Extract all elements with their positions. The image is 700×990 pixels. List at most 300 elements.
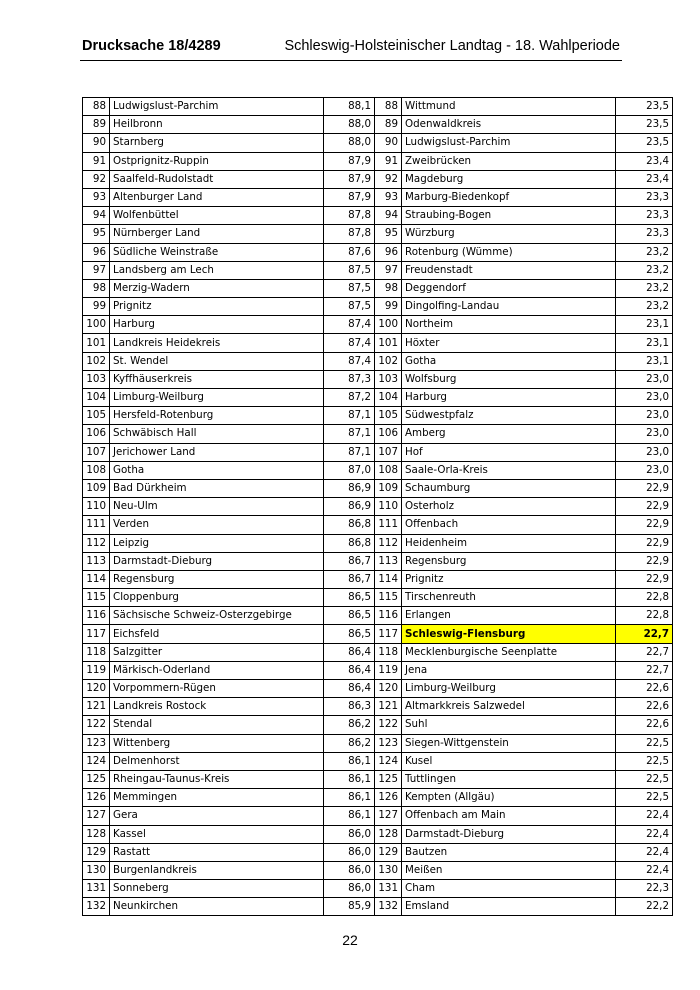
table-row — [83, 861, 673, 879]
left-rank-cell: 98 — [83, 279, 110, 297]
left-name-cell: Heilbronn — [110, 116, 324, 134]
left-value-cell: 86,0 — [324, 825, 375, 843]
left-rank-cell: 101 — [83, 334, 110, 352]
right-name-cell: Limburg-Weilburg — [402, 680, 616, 698]
table-row — [83, 716, 673, 734]
right-rank-cell: 120 — [375, 680, 402, 698]
left-value-cell: 87,0 — [324, 461, 375, 479]
right-rank-cell: 105 — [375, 407, 402, 425]
left-value-cell: 87,9 — [324, 152, 375, 170]
left-name-cell: Bad Dürkheim — [110, 479, 324, 497]
left-rank-cell: 97 — [83, 261, 110, 279]
right-value-cell: 23,0 — [616, 425, 673, 443]
left-rank-cell: 89 — [83, 116, 110, 134]
page-header — [82, 38, 620, 58]
right-value-cell: 22,2 — [616, 898, 673, 916]
right-value-cell: 23,5 — [616, 134, 673, 152]
left-rank-cell: 123 — [83, 734, 110, 752]
right-rank-cell: 102 — [375, 352, 402, 370]
right-rank-cell: 96 — [375, 243, 402, 261]
table-row — [83, 807, 673, 825]
left-name-cell: Südliche Weinstraße — [110, 243, 324, 261]
left-rank-cell: 131 — [83, 880, 110, 898]
left-value-cell: 86,9 — [324, 498, 375, 516]
right-rank-cell: 89 — [375, 116, 402, 134]
right-rank-cell: 128 — [375, 825, 402, 843]
left-value-cell: 87,4 — [324, 352, 375, 370]
right-name-cell: Erlangen — [402, 607, 616, 625]
left-value-cell: 88,1 — [324, 98, 375, 116]
document-number: Drucksache 18/4289 — [82, 38, 221, 54]
right-rank-cell: 92 — [375, 170, 402, 188]
left-value-cell: 86,4 — [324, 643, 375, 661]
right-name-cell: Kusel — [402, 752, 616, 770]
right-rank-cell: 101 — [375, 334, 402, 352]
right-name-cell: Marburg-Biedenkopf — [402, 188, 616, 206]
left-rank-cell: 108 — [83, 461, 110, 479]
right-rank-cell: 130 — [375, 861, 402, 879]
right-value-cell: 23,2 — [616, 243, 673, 261]
right-value-cell: 22,6 — [616, 716, 673, 734]
left-value-cell: 87,9 — [324, 170, 375, 188]
right-value-cell: 23,0 — [616, 389, 673, 407]
right-value-cell: 22,5 — [616, 734, 673, 752]
left-rank-cell: 116 — [83, 607, 110, 625]
left-name-cell: Jerichower Land — [110, 443, 324, 461]
table-row — [83, 279, 673, 297]
left-name-cell: St. Wendel — [110, 352, 324, 370]
right-rank-cell: 95 — [375, 225, 402, 243]
right-name-cell: Zweibrücken — [402, 152, 616, 170]
left-value-cell: 88,0 — [324, 134, 375, 152]
page-number: 22 — [342, 932, 358, 948]
right-rank-cell: 124 — [375, 752, 402, 770]
right-value-cell: 23,2 — [616, 279, 673, 297]
left-rank-cell: 121 — [83, 698, 110, 716]
left-name-cell: Landkreis Heidekreis — [110, 334, 324, 352]
right-rank-cell: 113 — [375, 552, 402, 570]
left-name-cell: Delmenhorst — [110, 752, 324, 770]
left-name-cell: Ostprignitz-Ruppin — [110, 152, 324, 170]
left-value-cell: 87,1 — [324, 407, 375, 425]
right-name-cell: Siegen-Wittgenstein — [402, 734, 616, 752]
left-rank-cell: 115 — [83, 589, 110, 607]
right-value-cell: 22,9 — [616, 479, 673, 497]
right-name-cell: Meißen — [402, 861, 616, 879]
table-row — [83, 680, 673, 698]
table-row — [83, 243, 673, 261]
left-value-cell: 86,1 — [324, 807, 375, 825]
left-name-cell: Neu-Ulm — [110, 498, 324, 516]
left-name-cell: Sonneberg — [110, 880, 324, 898]
left-name-cell: Neunkirchen — [110, 898, 324, 916]
right-value-cell: 23,1 — [616, 316, 673, 334]
right-value-cell: 23,3 — [616, 207, 673, 225]
table-row — [83, 370, 673, 388]
right-name-cell: Prignitz — [402, 570, 616, 588]
right-name-cell: Straubing-Bogen — [402, 207, 616, 225]
left-rank-cell: 117 — [83, 625, 110, 643]
left-rank-cell: 112 — [83, 534, 110, 552]
right-name-cell: Regensburg — [402, 552, 616, 570]
left-value-cell: 87,5 — [324, 261, 375, 279]
right-rank-cell: 122 — [375, 716, 402, 734]
right-rank-cell: 108 — [375, 461, 402, 479]
right-rank-cell: 117 — [375, 625, 402, 643]
right-name-cell: Gotha — [402, 352, 616, 370]
right-value-cell: 22,5 — [616, 789, 673, 807]
table-row — [83, 334, 673, 352]
right-value-cell: 23,3 — [616, 225, 673, 243]
left-value-cell: 87,8 — [324, 207, 375, 225]
left-name-cell: Wolfenbüttel — [110, 207, 324, 225]
left-name-cell: Hersfeld-Rotenburg — [110, 407, 324, 425]
right-name-cell: Rotenburg (Wümme) — [402, 243, 616, 261]
left-rank-cell: 96 — [83, 243, 110, 261]
table-row — [83, 752, 673, 770]
right-value-cell: 22,8 — [616, 589, 673, 607]
right-rank-cell: 123 — [375, 734, 402, 752]
table-row — [83, 407, 673, 425]
right-name-cell: Northeim — [402, 316, 616, 334]
left-name-cell: Rastatt — [110, 843, 324, 861]
table-row — [83, 261, 673, 279]
right-rank-cell: 94 — [375, 207, 402, 225]
left-name-cell: Wittenberg — [110, 734, 324, 752]
table-row — [83, 789, 673, 807]
left-rank-cell: 124 — [83, 752, 110, 770]
right-value-cell: 22,7 — [616, 661, 673, 679]
right-value-cell: 23,1 — [616, 334, 673, 352]
left-rank-cell: 106 — [83, 425, 110, 443]
right-rank-cell: 127 — [375, 807, 402, 825]
left-rank-cell: 92 — [83, 170, 110, 188]
left-name-cell: Limburg-Weilburg — [110, 389, 324, 407]
right-name-cell: Wolfsburg — [402, 370, 616, 388]
left-value-cell: 86,1 — [324, 789, 375, 807]
table-row — [83, 170, 673, 188]
right-name-cell: Schleswig-Flensburg — [402, 625, 616, 643]
table-row — [83, 570, 673, 588]
table-row — [83, 498, 673, 516]
parliament-title: Schleswig-Holsteinischer Landtag - 18. Wahlperiode — [284, 38, 620, 54]
right-rank-cell: 97 — [375, 261, 402, 279]
left-rank-cell: 109 — [83, 479, 110, 497]
right-rank-cell: 112 — [375, 534, 402, 552]
left-rank-cell: 130 — [83, 861, 110, 879]
left-value-cell: 87,9 — [324, 188, 375, 206]
left-name-cell: Harburg — [110, 316, 324, 334]
right-name-cell: Emsland — [402, 898, 616, 916]
table-row — [83, 461, 673, 479]
right-rank-cell: 115 — [375, 589, 402, 607]
left-rank-cell: 125 — [83, 770, 110, 788]
left-rank-cell: 94 — [83, 207, 110, 225]
left-name-cell: Stendal — [110, 716, 324, 734]
right-rank-cell: 100 — [375, 316, 402, 334]
left-value-cell: 87,1 — [324, 443, 375, 461]
right-value-cell: 23,2 — [616, 298, 673, 316]
right-name-cell: Magdeburg — [402, 170, 616, 188]
right-rank-cell: 98 — [375, 279, 402, 297]
left-value-cell: 86,7 — [324, 570, 375, 588]
left-name-cell: Kassel — [110, 825, 324, 843]
left-value-cell: 88,0 — [324, 116, 375, 134]
right-name-cell: Hof — [402, 443, 616, 461]
right-value-cell: 22,9 — [616, 498, 673, 516]
table-row — [83, 443, 673, 461]
left-value-cell: 86,1 — [324, 770, 375, 788]
left-value-cell: 87,2 — [324, 389, 375, 407]
right-name-cell: Osterholz — [402, 498, 616, 516]
right-value-cell: 22,5 — [616, 770, 673, 788]
right-rank-cell: 104 — [375, 389, 402, 407]
right-value-cell: 23,5 — [616, 116, 673, 134]
header-rule — [80, 60, 622, 61]
right-name-cell: Mecklenburgische Seenplatte — [402, 643, 616, 661]
right-name-cell: Freudenstadt — [402, 261, 616, 279]
table-row — [83, 643, 673, 661]
table-row — [83, 898, 673, 916]
left-rank-cell: 99 — [83, 298, 110, 316]
left-value-cell: 87,4 — [324, 334, 375, 352]
left-rank-cell: 88 — [83, 98, 110, 116]
right-rank-cell: 103 — [375, 370, 402, 388]
left-value-cell: 87,5 — [324, 279, 375, 297]
right-name-cell: Schaumburg — [402, 479, 616, 497]
table-row — [83, 843, 673, 861]
right-rank-cell: 114 — [375, 570, 402, 588]
table-row — [83, 516, 673, 534]
left-value-cell: 86,3 — [324, 698, 375, 716]
right-value-cell: 23,4 — [616, 170, 673, 188]
right-name-cell: Suhl — [402, 716, 616, 734]
table-row — [83, 534, 673, 552]
left-rank-cell: 95 — [83, 225, 110, 243]
left-rank-cell: 107 — [83, 443, 110, 461]
table-row — [83, 116, 673, 134]
right-name-cell: Saale-Orla-Kreis — [402, 461, 616, 479]
right-rank-cell: 125 — [375, 770, 402, 788]
left-rank-cell: 114 — [83, 570, 110, 588]
table-row — [83, 316, 673, 334]
table-row — [83, 625, 673, 643]
left-rank-cell: 122 — [83, 716, 110, 734]
left-value-cell: 87,4 — [324, 316, 375, 334]
left-value-cell: 87,6 — [324, 243, 375, 261]
right-value-cell: 23,0 — [616, 443, 673, 461]
left-name-cell: Memmingen — [110, 789, 324, 807]
right-rank-cell: 116 — [375, 607, 402, 625]
left-value-cell: 86,0 — [324, 843, 375, 861]
right-name-cell: Offenbach am Main — [402, 807, 616, 825]
right-rank-cell: 111 — [375, 516, 402, 534]
right-name-cell: Bautzen — [402, 843, 616, 861]
left-value-cell: 86,2 — [324, 716, 375, 734]
left-value-cell: 85,9 — [324, 898, 375, 916]
left-name-cell: Ludwigslust-Parchim — [110, 98, 324, 116]
left-rank-cell: 105 — [83, 407, 110, 425]
left-name-cell: Gera — [110, 807, 324, 825]
left-name-cell: Eichsfeld — [110, 625, 324, 643]
table-row — [83, 225, 673, 243]
right-value-cell: 23,1 — [616, 352, 673, 370]
left-name-cell: Nürnberger Land — [110, 225, 324, 243]
left-name-cell: Prignitz — [110, 298, 324, 316]
right-rank-cell: 119 — [375, 661, 402, 679]
left-name-cell: Regensburg — [110, 570, 324, 588]
left-rank-cell: 118 — [83, 643, 110, 661]
right-rank-cell: 118 — [375, 643, 402, 661]
left-value-cell: 86,4 — [324, 680, 375, 698]
right-name-cell: Ludwigslust-Parchim — [402, 134, 616, 152]
right-name-cell: Offenbach — [402, 516, 616, 534]
left-rank-cell: 111 — [83, 516, 110, 534]
left-name-cell: Kyffhäuserkreis — [110, 370, 324, 388]
left-rank-cell: 120 — [83, 680, 110, 698]
right-value-cell: 22,6 — [616, 680, 673, 698]
left-rank-cell: 129 — [83, 843, 110, 861]
left-value-cell: 86,5 — [324, 607, 375, 625]
left-name-cell: Märkisch-Oderland — [110, 661, 324, 679]
left-name-cell: Landsberg am Lech — [110, 261, 324, 279]
right-value-cell: 22,8 — [616, 607, 673, 625]
right-rank-cell: 132 — [375, 898, 402, 916]
right-value-cell: 22,7 — [616, 625, 673, 643]
right-rank-cell: 129 — [375, 843, 402, 861]
left-value-cell: 87,8 — [324, 225, 375, 243]
right-name-cell: Kempten (Allgäu) — [402, 789, 616, 807]
left-name-cell: Sächsische Schweiz-Osterzgebirge — [110, 607, 324, 625]
right-rank-cell: 121 — [375, 698, 402, 716]
right-rank-cell: 91 — [375, 152, 402, 170]
table-row — [83, 389, 673, 407]
left-name-cell: Altenburger Land — [110, 188, 324, 206]
table-row — [83, 152, 673, 170]
right-value-cell: 22,9 — [616, 552, 673, 570]
table-row — [83, 479, 673, 497]
right-name-cell: Jena — [402, 661, 616, 679]
left-rank-cell: 128 — [83, 825, 110, 843]
left-name-cell: Schwäbisch Hall — [110, 425, 324, 443]
right-rank-cell: 131 — [375, 880, 402, 898]
right-name-cell: Odenwaldkreis — [402, 116, 616, 134]
right-name-cell: Harburg — [402, 389, 616, 407]
left-rank-cell: 102 — [83, 352, 110, 370]
right-value-cell: 22,7 — [616, 643, 673, 661]
left-value-cell: 86,8 — [324, 516, 375, 534]
left-name-cell: Landkreis Rostock — [110, 698, 324, 716]
right-value-cell: 23,4 — [616, 152, 673, 170]
table-row — [83, 734, 673, 752]
left-value-cell: 86,0 — [324, 861, 375, 879]
right-value-cell: 22,9 — [616, 534, 673, 552]
left-value-cell: 86,7 — [324, 552, 375, 570]
left-name-cell: Rheingau-Taunus-Kreis — [110, 770, 324, 788]
right-name-cell: Wittmund — [402, 98, 616, 116]
table-row — [83, 207, 673, 225]
left-value-cell: 86,5 — [324, 589, 375, 607]
left-value-cell: 86,1 — [324, 752, 375, 770]
right-name-cell: Höxter — [402, 334, 616, 352]
right-value-cell: 22,4 — [616, 861, 673, 879]
right-name-cell: Deggendorf — [402, 279, 616, 297]
table-row — [83, 825, 673, 843]
right-name-cell: Südwestpfalz — [402, 407, 616, 425]
right-value-cell: 23,0 — [616, 407, 673, 425]
left-value-cell: 86,0 — [324, 880, 375, 898]
table-row — [83, 98, 673, 116]
right-rank-cell: 107 — [375, 443, 402, 461]
right-value-cell: 23,3 — [616, 188, 673, 206]
right-name-cell: Altmarkkreis Salzwedel — [402, 698, 616, 716]
right-name-cell: Heidenheim — [402, 534, 616, 552]
right-rank-cell: 99 — [375, 298, 402, 316]
table-row — [83, 552, 673, 570]
left-name-cell: Salzgitter — [110, 643, 324, 661]
left-value-cell: 86,9 — [324, 479, 375, 497]
right-name-cell: Würzburg — [402, 225, 616, 243]
table-row — [83, 661, 673, 679]
right-rank-cell: 109 — [375, 479, 402, 497]
right-value-cell: 23,2 — [616, 261, 673, 279]
left-rank-cell: 103 — [83, 370, 110, 388]
table-row — [83, 188, 673, 206]
right-name-cell: Cham — [402, 880, 616, 898]
left-name-cell: Leipzig — [110, 534, 324, 552]
right-value-cell: 22,4 — [616, 807, 673, 825]
left-rank-cell: 110 — [83, 498, 110, 516]
right-value-cell: 22,9 — [616, 570, 673, 588]
right-value-cell: 23,0 — [616, 461, 673, 479]
left-rank-cell: 132 — [83, 898, 110, 916]
left-value-cell: 86,8 — [324, 534, 375, 552]
table-row — [83, 880, 673, 898]
right-rank-cell: 88 — [375, 98, 402, 116]
right-rank-cell: 110 — [375, 498, 402, 516]
left-rank-cell: 93 — [83, 188, 110, 206]
left-value-cell: 87,5 — [324, 298, 375, 316]
right-value-cell: 22,4 — [616, 843, 673, 861]
right-value-cell: 22,6 — [616, 698, 673, 716]
table-row — [83, 589, 673, 607]
right-value-cell: 22,3 — [616, 880, 673, 898]
left-name-cell: Vorpommern-Rügen — [110, 680, 324, 698]
right-value-cell: 22,9 — [616, 516, 673, 534]
right-name-cell: Tuttlingen — [402, 770, 616, 788]
left-name-cell: Saalfeld-Rudolstadt — [110, 170, 324, 188]
right-rank-cell: 126 — [375, 789, 402, 807]
table-row — [83, 698, 673, 716]
left-rank-cell: 100 — [83, 316, 110, 334]
left-rank-cell: 104 — [83, 389, 110, 407]
left-name-cell: Burgenlandkreis — [110, 861, 324, 879]
left-rank-cell: 119 — [83, 661, 110, 679]
right-value-cell: 22,5 — [616, 752, 673, 770]
left-value-cell: 86,5 — [324, 625, 375, 643]
left-rank-cell: 127 — [83, 807, 110, 825]
right-value-cell: 23,5 — [616, 98, 673, 116]
right-value-cell: 23,0 — [616, 370, 673, 388]
left-name-cell: Cloppenburg — [110, 589, 324, 607]
right-rank-cell: 93 — [375, 188, 402, 206]
right-value-cell: 22,4 — [616, 825, 673, 843]
left-value-cell: 87,1 — [324, 425, 375, 443]
table-row — [83, 352, 673, 370]
left-name-cell: Verden — [110, 516, 324, 534]
table-row — [83, 425, 673, 443]
right-name-cell: Dingolfing-Landau — [402, 298, 616, 316]
